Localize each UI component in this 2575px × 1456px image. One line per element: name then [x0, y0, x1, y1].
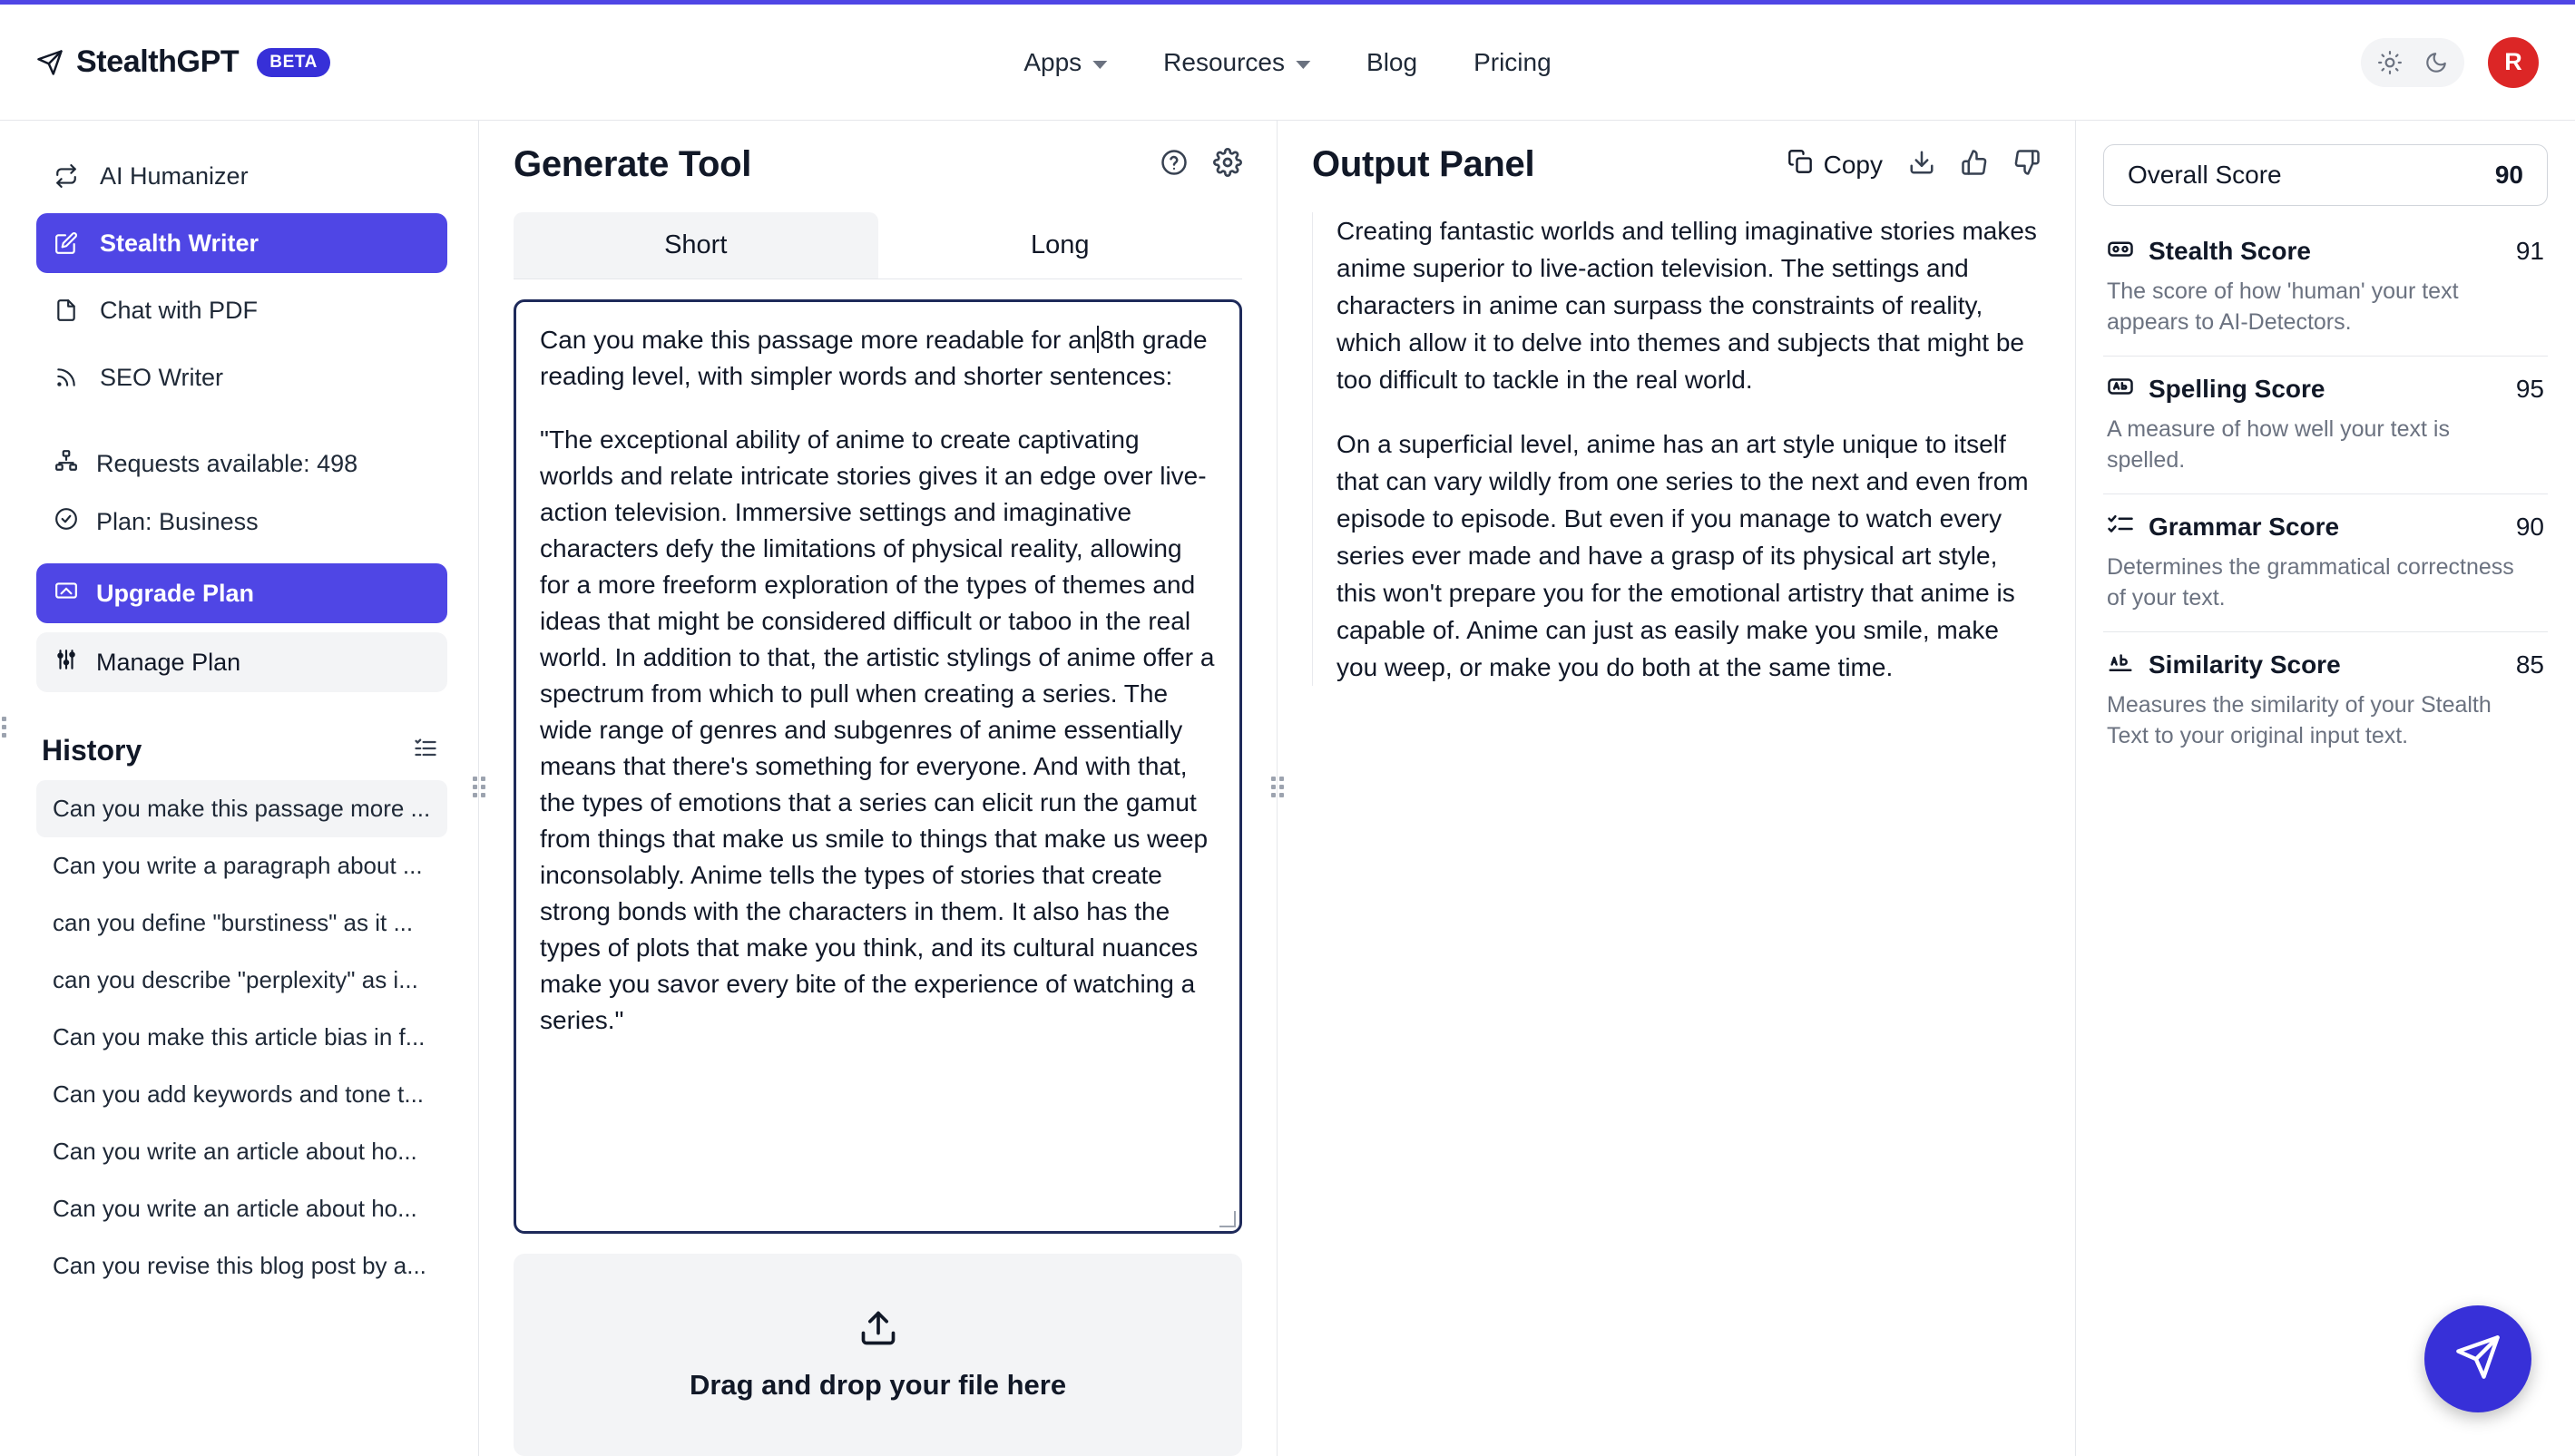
- file-icon: [54, 298, 82, 322]
- score-description: The score of how 'human' your text appears to AI-Detectors.: [2107, 278, 2459, 335]
- page-title: Generate Tool: [514, 144, 752, 184]
- copy-label: Copy: [1823, 150, 1883, 179]
- network-icon: [54, 449, 78, 479]
- check-circle-icon: [54, 507, 78, 537]
- history-item[interactable]: Can you make this article bias in f...: [53, 1023, 426, 1050]
- gear-icon[interactable]: [1213, 148, 1242, 181]
- output-paragraph: On a superficial level, anime has an art style unique to itself that can vary wildly from one series to the next and even from episode to episode. But even if you manage to watch every series ever made and have a grasp of its physical art style, this won't prepare you for the emotional artistry that anime is capable of. Anime can just as easily make you smile, make you weep, or make you do both at the same time.: [1336, 430, 2029, 681]
- download-icon[interactable]: [1908, 149, 1935, 181]
- output-text: [1312, 212, 2041, 686]
- file-dropzone[interactable]: [514, 1254, 1242, 1456]
- history-header: [42, 734, 438, 767]
- nav-item-apps[interactable]: [1023, 48, 1107, 77]
- score-top: [2107, 373, 2544, 405]
- copy-button[interactable]: [1787, 149, 1883, 181]
- main-layout: [0, 121, 2575, 1456]
- main-nav: [1023, 48, 1551, 77]
- nav-label: Pricing: [1474, 47, 1552, 76]
- grammar-icon: [2107, 511, 2134, 542]
- history-item[interactable]: Can you write a paragraph about ...: [53, 852, 423, 879]
- score-panel: [2076, 121, 2575, 1456]
- pencil-square-icon: [54, 231, 82, 255]
- prompt-paragraph-1: [540, 322, 1216, 395]
- length-tabs: [514, 212, 1242, 279]
- shuffle-icon: [54, 164, 82, 188]
- score-top: [2107, 235, 2544, 267]
- avatar[interactable]: R: [2488, 37, 2539, 88]
- sliders-icon: [54, 648, 78, 678]
- sidebar-item-chat-with-pdf[interactable]: [36, 280, 447, 340]
- history-item[interactable]: Can you write an article about ho...: [53, 1138, 417, 1165]
- chevron-down-icon: [1296, 61, 1310, 69]
- beta-badge: BETA: [257, 48, 330, 77]
- thumbs-down-icon[interactable]: [2013, 149, 2041, 181]
- nav-label: Blog: [1366, 47, 1418, 76]
- score-row-similarity: [2103, 632, 2548, 769]
- requests-label: Requests available: 498: [96, 449, 358, 477]
- score-name: Spelling Score: [2149, 374, 2325, 403]
- dropzone-label: Drag and drop your file here: [689, 1369, 1067, 1401]
- sidebar: [0, 121, 479, 1456]
- score-value: 90: [2515, 512, 2544, 541]
- score-value: 95: [2515, 374, 2544, 403]
- history-item[interactable]: Can you revise this blog post by a...: [53, 1252, 426, 1279]
- manage-label: Manage Plan: [96, 648, 241, 676]
- nav-item-resources[interactable]: [1163, 48, 1310, 77]
- upload-icon: [858, 1308, 898, 1353]
- sidebar-item-label: SEO Writer: [100, 363, 224, 391]
- output-panel: [1278, 121, 2076, 1456]
- question-circle-icon[interactable]: [1160, 149, 1188, 181]
- prompt-line-after-caret: 8th grade reading level, with simpler words and shorter sentences:: [540, 326, 1208, 390]
- sidebar-item-ai-humanizer[interactable]: [36, 146, 447, 206]
- sidebar-item-label: AI Humanizer: [100, 161, 249, 190]
- history-item[interactable]: can you define "burstiness" as it ...: [53, 909, 414, 936]
- sidebar-divider: [36, 415, 447, 435]
- history-item[interactable]: Can you add keywords and tone t...: [53, 1080, 425, 1108]
- rss-icon: [54, 366, 82, 389]
- spelling-icon: [2107, 373, 2134, 405]
- score-name: Grammar Score: [2149, 512, 2340, 541]
- thumbs-up-icon[interactable]: [1961, 149, 1988, 181]
- overall-score-value: 90: [2494, 161, 2523, 189]
- moon-icon[interactable]: [2424, 51, 2448, 74]
- score-value: 85: [2515, 650, 2544, 679]
- generate-header: [514, 144, 1242, 185]
- panel-resize-handle-right[interactable]: [0, 717, 6, 740]
- brand[interactable]: [36, 44, 330, 80]
- prompt-input[interactable]: [514, 299, 1242, 1234]
- nav-item-pricing[interactable]: [1474, 48, 1552, 77]
- panel-resize-handle-left[interactable]: [473, 777, 485, 800]
- upgrade-plan-button[interactable]: [36, 563, 447, 623]
- brand-name: StealthGPT: [76, 44, 240, 79]
- overall-score: [2103, 144, 2548, 206]
- nav-item-blog[interactable]: [1366, 48, 1417, 77]
- similarity-icon: [2107, 649, 2134, 680]
- sidebar-item-label: Chat with PDF: [100, 296, 259, 324]
- score-top: [2107, 511, 2544, 542]
- sun-icon[interactable]: [2378, 51, 2402, 74]
- nav-label: Apps: [1023, 47, 1082, 76]
- plan-info: [36, 493, 447, 551]
- generate-header-actions: [1160, 148, 1242, 181]
- plan-label: Plan: Business: [96, 507, 259, 535]
- tab-short[interactable]: Short: [514, 212, 878, 278]
- chevron-down-icon: [1092, 61, 1107, 69]
- paper-plane-icon: [2454, 1334, 2502, 1385]
- tab-long[interactable]: Long: [1030, 230, 1090, 259]
- theme-toggle[interactable]: [2361, 38, 2464, 87]
- score-row-grammar: [2103, 494, 2548, 632]
- text-caret: [1097, 326, 1099, 353]
- paper-plane-icon: [36, 49, 64, 76]
- generate-tool-panel: [479, 121, 1278, 1456]
- prompt-line-before-caret: Can you make this passage more readable for an: [540, 326, 1097, 354]
- upgrade-label: Upgrade Plan: [96, 579, 255, 607]
- score-name: Similarity Score: [2149, 650, 2341, 679]
- output-paragraph: Creating fantastic worlds and telling imaginative stories makes anime superior to live-action television. The settings and characters in anime can surpass the constraints of reality, which allow it to delve into themes and subjects that might be too difficult to tackle in the real world.: [1336, 217, 2037, 394]
- score-name: Stealth Score: [2149, 236, 2311, 265]
- manage-plan-button[interactable]: [36, 632, 447, 692]
- upgrade-icon: [54, 579, 78, 609]
- copy-icon: [1787, 149, 1813, 181]
- stealth-icon: [2107, 235, 2134, 267]
- textarea-resize-grip[interactable]: [1219, 1211, 1236, 1227]
- nav-label: Resources: [1163, 47, 1286, 76]
- output-title: Output Panel: [1312, 144, 1535, 184]
- score-top: [2107, 649, 2544, 680]
- score-row-spelling: [2103, 357, 2548, 494]
- chat-fab-button[interactable]: [2424, 1305, 2531, 1412]
- prompt-paragraph-2: "The exceptional ability of anime to create captivating worlds and relate intricate stories gives it an edge over live-action television. Immersive settings and imaginative characters defy the limitations of physical reality, allowing for a more freeform exploration of the types of themes and ideas that might be considered difficult or taboo in the real world. In addition to that, the artistic stylings of anime offer a spectrum from which to pull when creating a series. The wide range of genres and subgenres of anime essentially means that there's something for everyone. And with that, the types of emotions that a series can elicit run the gamut from things that make us smile to things that make us weep inconsolably. Anime tells the types of stories that create strong bonds with the characters in them. It also has the types of plots that make you think, and its cultural nuances make you savor every bite of the experience of watching a series.": [540, 425, 1215, 1034]
- history-item[interactable]: Can you write an article about ho...: [53, 1195, 417, 1222]
- history-item[interactable]: can you describe "perplexity" as i...: [53, 966, 418, 993]
- history-item[interactable]: Can you make this passage more ...: [36, 780, 447, 837]
- score-row-stealth: [2103, 219, 2548, 357]
- output-header: [1312, 144, 2041, 185]
- requests-available: [36, 435, 447, 493]
- history-title: History: [42, 734, 142, 767]
- score-value: 91: [2515, 236, 2544, 265]
- app-header: [0, 5, 2575, 121]
- list-icon[interactable]: [413, 736, 438, 766]
- sidebar-item-label: Stealth Writer: [100, 229, 259, 257]
- score-description: Measures the similarity of your Stealth Text to your original input text.: [2107, 692, 2492, 748]
- header-actions: [2361, 37, 2539, 88]
- sidebar-item-stealth-writer[interactable]: [36, 213, 447, 273]
- sidebar-item-seo-writer[interactable]: [36, 347, 447, 407]
- score-description: A measure of how well your text is spelled.: [2107, 416, 2450, 473]
- panel-resize-handle-middle[interactable]: [1271, 777, 1284, 800]
- overall-score-label: Overall Score: [2128, 161, 2282, 189]
- output-header-actions: [1787, 149, 2041, 181]
- score-description: Determines the grammatical correctness of your text.: [2107, 554, 2514, 611]
